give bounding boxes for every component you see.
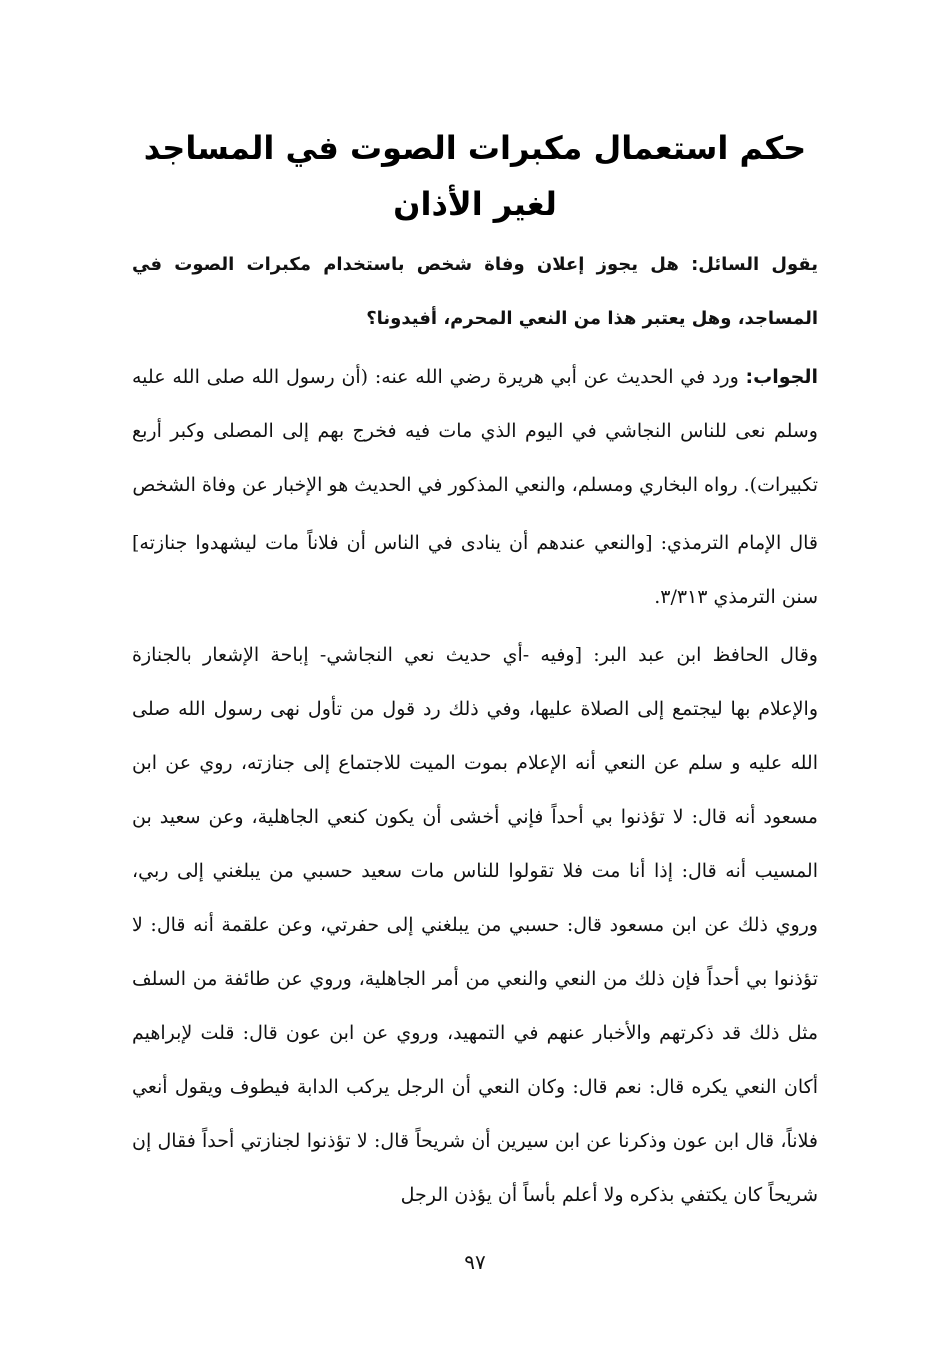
question-paragraph: يقول السائل: هل يجوز إعلان وفاة شخص باستخدام مكبرات الصوت في المساجد، وهل يعتبر هذا من النعي المحرم، أفيدونا؟ bbox=[132, 254, 818, 329]
answer-label: الجواب: bbox=[745, 366, 818, 388]
answer-text: ورد في الحديث عن أبي هريرة رضي الله عنه: (أن رسول الله صلى الله عليه وسلم نعى للناس النجاشي في اليوم الذي مات فيه فخرج بهم إلى المصلى وكبر أربع تكبيرات). رواه البخاري ومسلم، والنعي المذكور في الحديث هو الإخبار عن وفاة الشخص bbox=[132, 366, 818, 496]
page-title: حكم استعمال مكبرات الصوت في المساجد لغير الأذان bbox=[143, 129, 807, 223]
page-content bbox=[132, 120, 818, 1226]
tirmidhi-paragraph: قال الإمام الترمذي: [والنعي عندهم أن ينادى في الناس أن فلاناً مات ليشهدوا جنازته] سنن الترمذي ٣/٣١٣. bbox=[132, 532, 818, 608]
page-number: ٩٧ bbox=[464, 1250, 486, 1274]
ibn-abd-al-barr-paragraph: وقال الحافظ ابن عبد البر: [وفيه -أي حديث نعي النجاشي- إباحة الإشعار بالجنازة والإعلام بها ليجتمع إلى الصلاة عليها، وفي ذلك رد قول من تأول نهى رسول الله صلى الله عليه و سلم عن النعي أنه الإعلام بموت الميت للاجتماع إلى جنازته، روي عن ابن مسعود أنه قال: لا تؤذنوا بي أحداً فإني أخشى أن يكون كنعي الجاهلية، وعن سعيد بن المسيب أنه قال: إذا أنا مت فلا تقولوا للناس مات سعيد حسبي من يبلغني إلى ربي، وروي ذلك عن ابن مسعود قال: حسبي من يبلغني إلى حفرتي، وعن علقمة أنه قال: لا تؤذنوا بي أحداً فإن ذلك من النعي والنعي من أمر الجاهلية، وروي عن طائفة من السلف مثل ذلك قد ذكرتهم والأخبار عنهم في التمهيد، وروي عن ابن عون قال: قلت لإبراهيم أكان النعي يكره قال: نعم قال: وكان النعي أن الرجل يركب الدابة فيطوف ويقول أنعي فلاناً، قال ابن عون وذكرنا عن ابن سيرين أن شريحاً قال: لا تؤذنوا لجنازتي أحداً فقال إن شريحاً كان يكتفي بذكره ولا أعلم بأساً أن يؤذن الرجل bbox=[132, 644, 818, 1206]
answer-paragraph bbox=[132, 350, 818, 512]
